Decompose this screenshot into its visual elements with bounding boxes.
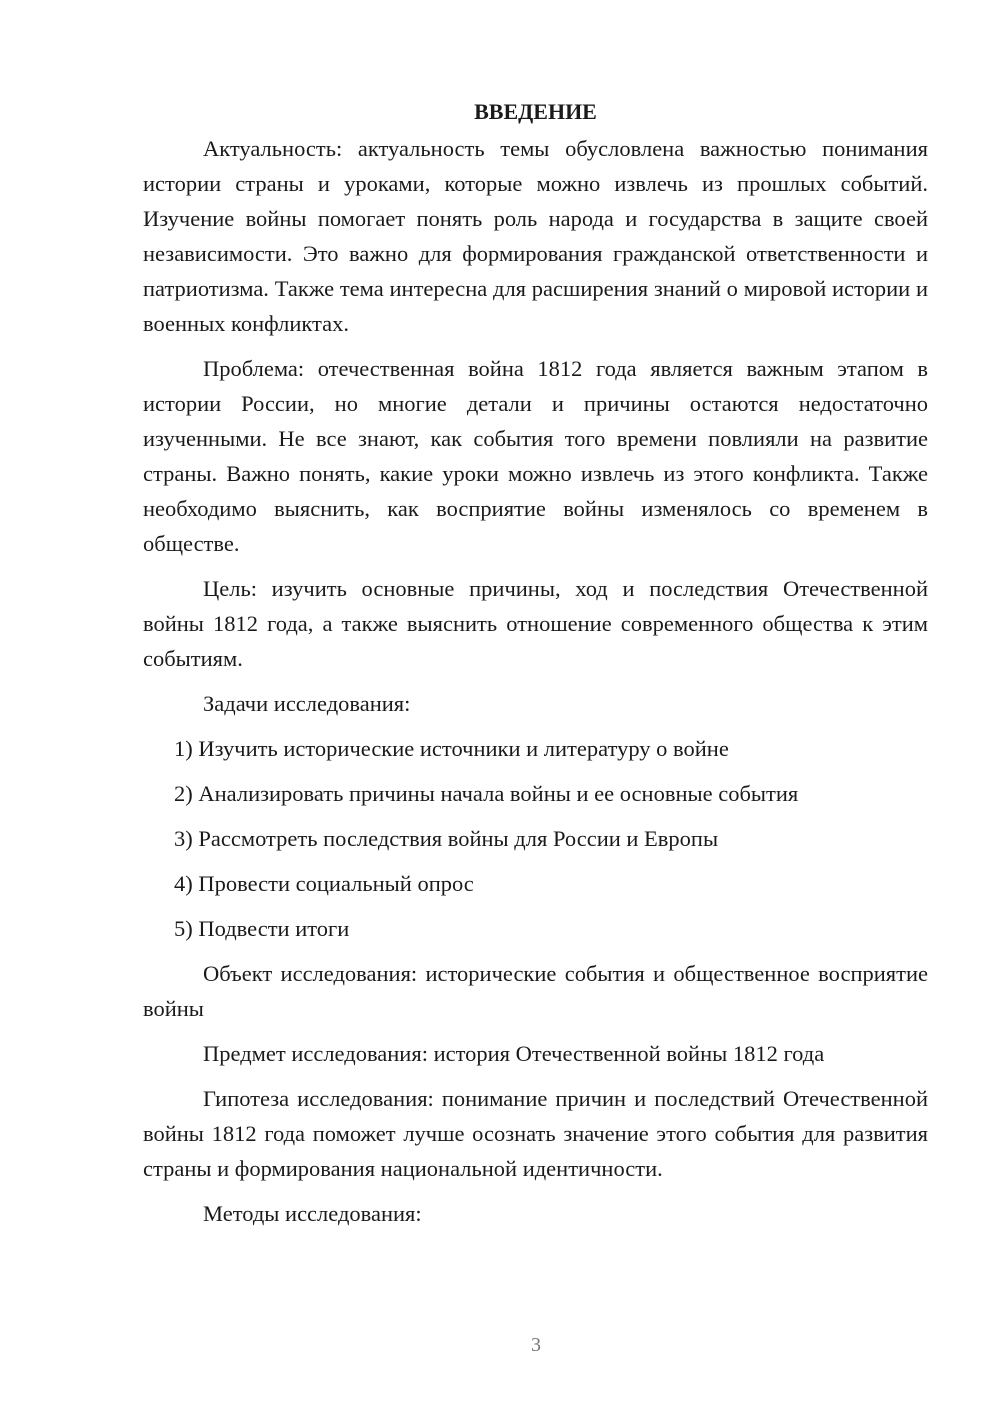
methods-heading: Методы исследования: [203, 1201, 422, 1226]
object-paragraph: Объект исследования: исторические события и общественное восприятие войны [143, 961, 928, 1021]
tasks-heading: Задачи исследования: [203, 691, 411, 716]
subject-paragraph: Предмет исследования: история Отечественной войны 1812 года [203, 1041, 825, 1066]
task-item-2: 2) Анализировать причины начала войны и ее основные события [174, 781, 799, 806]
document-page [143, 95, 928, 1241]
page-number: 3 [531, 1334, 541, 1356]
task-item-3: 3) Рассмотреть последствия войны для России и Европы [174, 826, 719, 851]
hypothesis-paragraph: Гипотеза исследования: понимание причин и последствий Отечественной войны 1812 года поможет лучше осознать значение этого события для развития страны и формирования национальной идентичности. [143, 1086, 928, 1181]
goal-paragraph: Цель: изучить основные причины, ход и последствия Отечественной войны 1812 года, а также выяснить отношение современного общества к этим событиям. [143, 576, 928, 671]
problem-paragraph: Проблема: отечественная война 1812 года является важным этапом в истории России, но многие детали и причины остаются недостаточно изученными. Не все знают, как события того времени повлияли на развитие страны. Важно понять, какие уроки можно извлечь из этого конфликта. Также необходимо выяснить, как восприятие войны изменялось со временем в обществе. [143, 356, 928, 556]
task-item-1: 1) Изучить исторические источники и литературу о войне [174, 736, 729, 761]
relevance-paragraph: Актуальность: актуальность темы обусловлена важностью понимания истории страны и уроками, которые можно извлечь из прошлых событий. Изучение войны помогает понять роль народа и государства в защите своей независимости. Это важно для формирования гражданской ответственности и патриотизма. Также тема интересна для расширения знаний о мировой истории и военных конфликтах. [143, 136, 928, 336]
section-title: ВВЕДЕНИЕ [474, 99, 597, 124]
task-item-5: 5) Подвести итоги [174, 916, 350, 941]
task-item-4: 4) Провести социальный опрос [174, 871, 474, 896]
